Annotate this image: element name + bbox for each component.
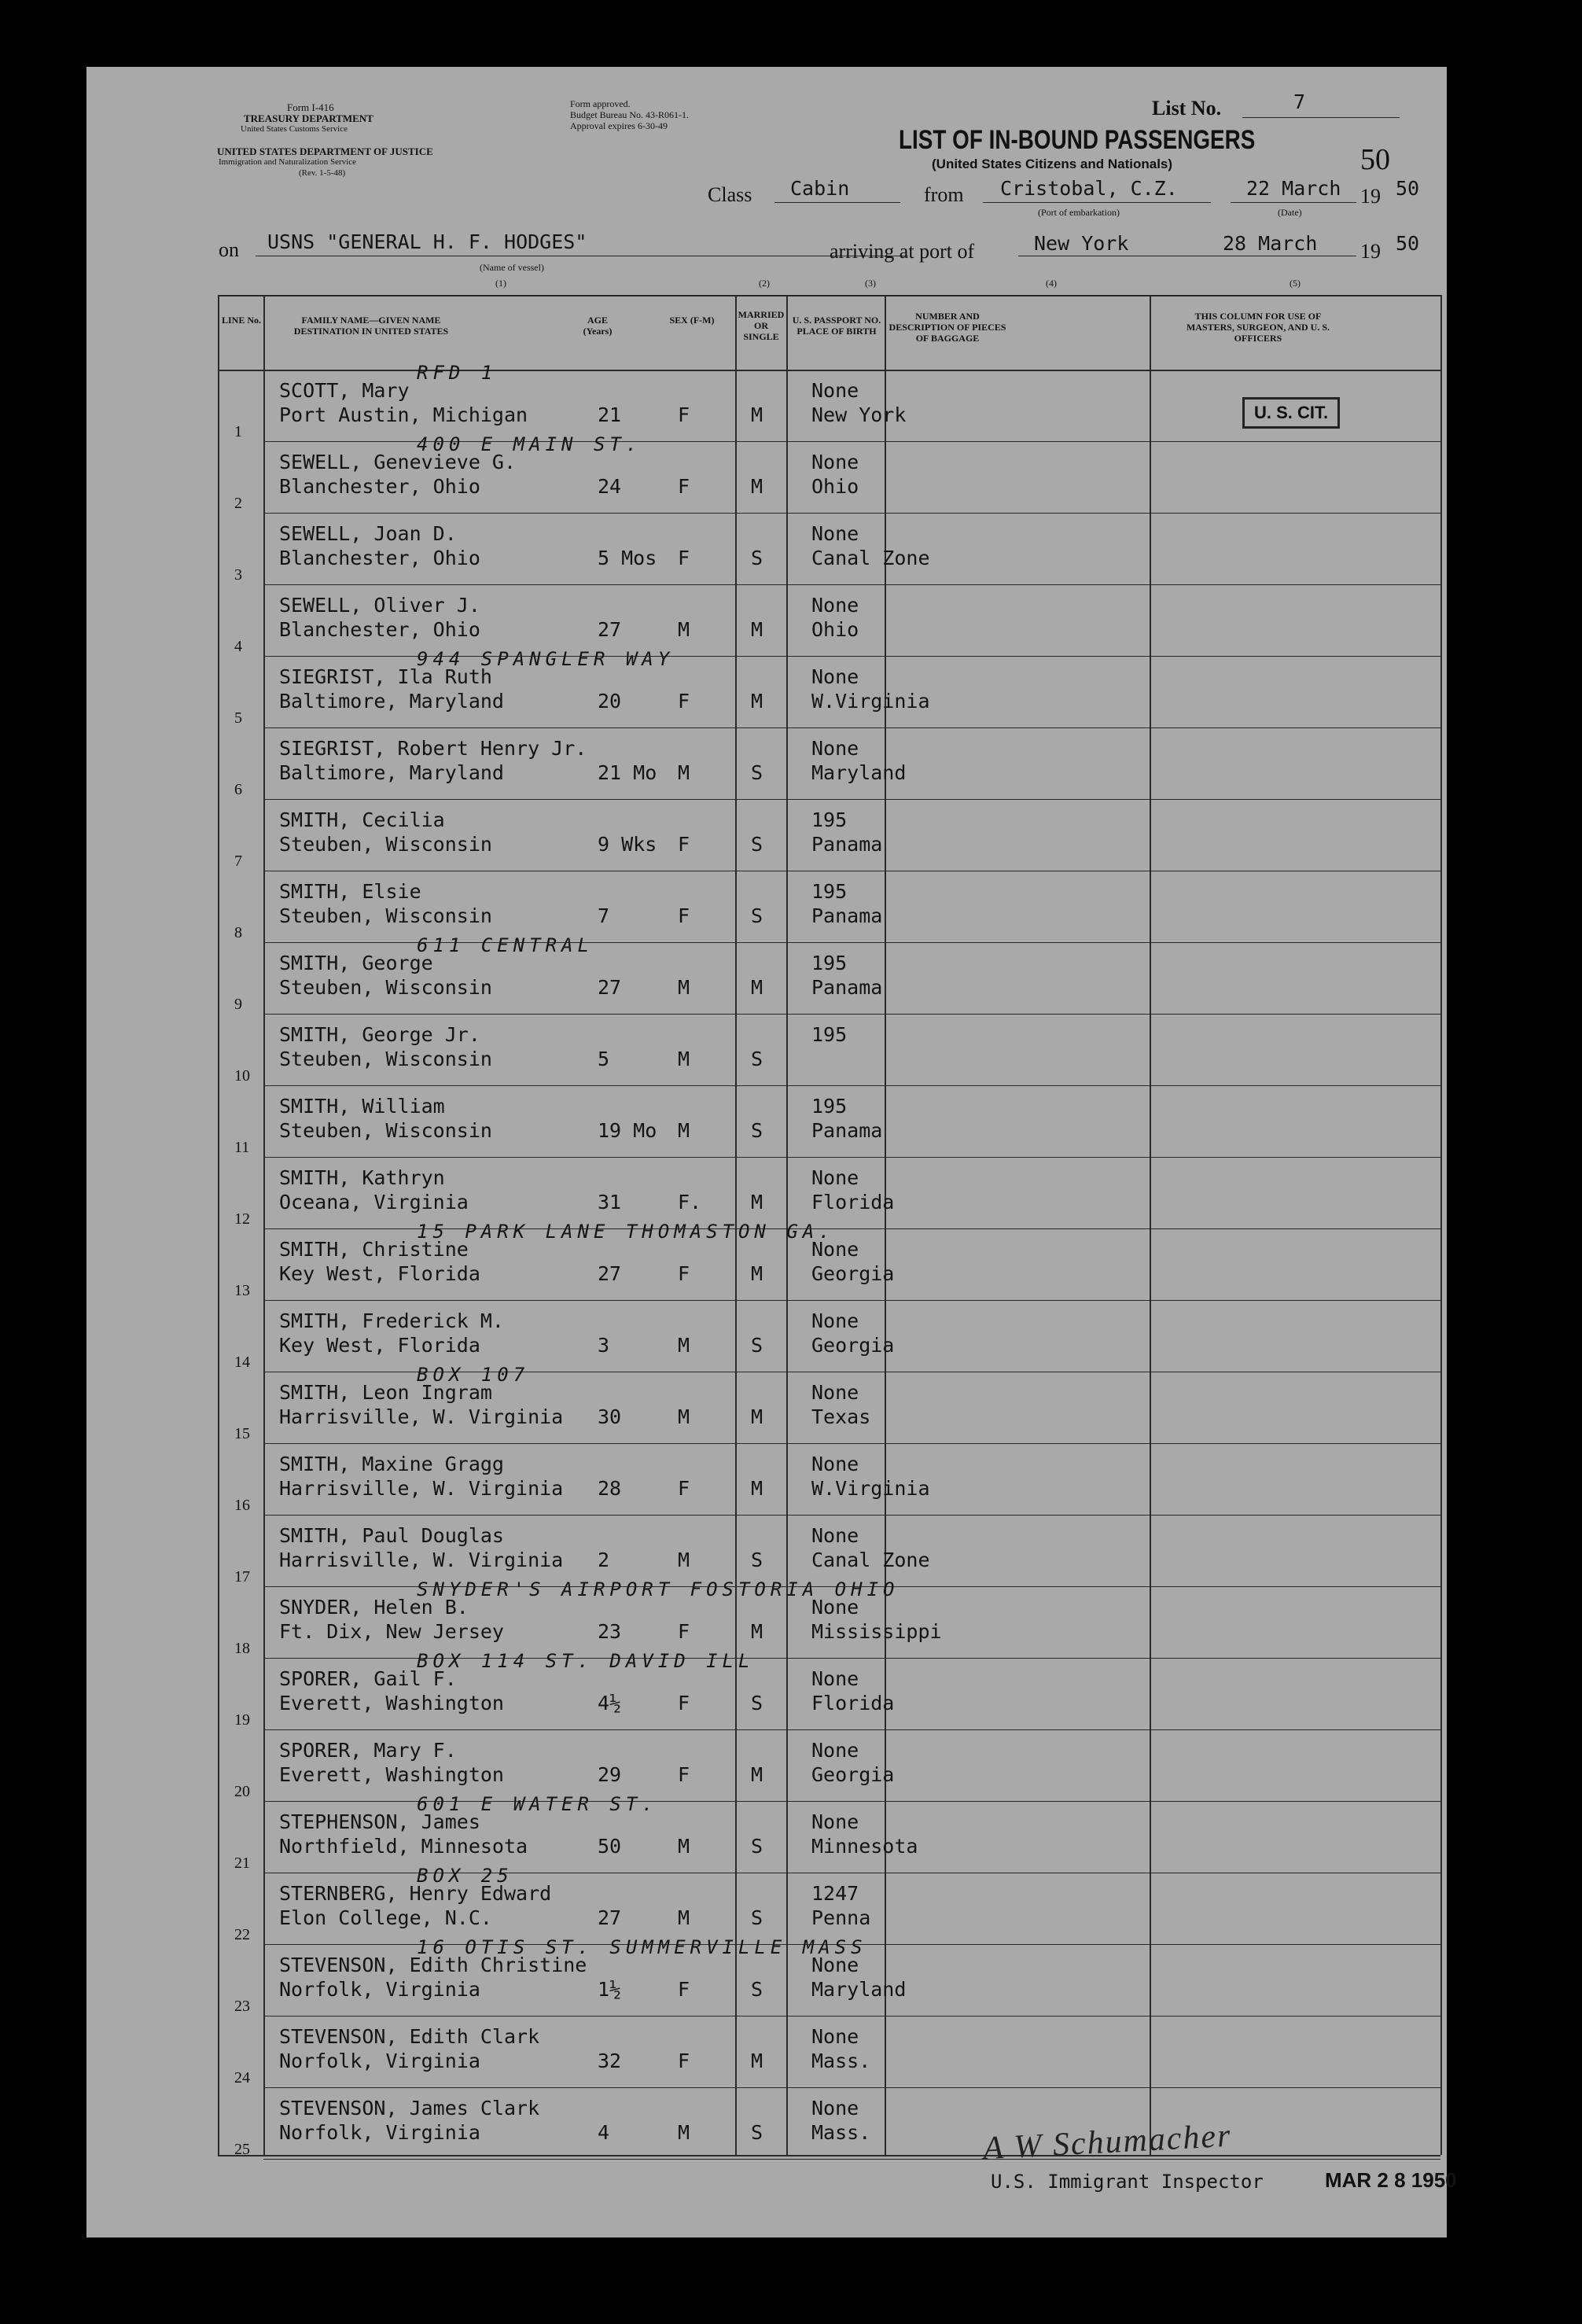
passport-number: None [811, 1381, 859, 1404]
line-number: 3 [234, 566, 242, 584]
handwritten-address: 944 SPANGLER WAY [417, 648, 675, 670]
arrival-year: 50 [1396, 232, 1420, 255]
passenger-manifest-page [86, 67, 1457, 2237]
row-divider [263, 513, 1440, 514]
passenger-name: SCOTT, Mary [279, 379, 410, 402]
passenger-name: SPORER, Mary F. [279, 1739, 457, 1762]
passenger-marital-status: S [751, 1692, 763, 1714]
passenger-destination: Steuben, Wisconsin [279, 976, 492, 999]
passenger-age: 1½ [598, 1978, 622, 2001]
passenger-age: 32 [598, 2050, 622, 2072]
manifest-title: LIST OF IN-BOUND PASSENGERS [899, 125, 1256, 155]
passenger-sex: M [678, 761, 690, 784]
col-number: (2) [759, 278, 770, 289]
row-divider [263, 1515, 1440, 1516]
handwritten-address: 601 E WATER ST. [417, 1793, 658, 1815]
row-divider [263, 727, 1440, 728]
arrival-date: 28 March [1223, 232, 1318, 255]
passenger-name: SMITH, Elsie [279, 880, 421, 903]
line-number: 16 [234, 1497, 250, 1514]
from-label: from [924, 183, 964, 206]
inspector-signature: A W Schumacher [982, 2117, 1233, 2167]
line-number: 12 [234, 1210, 250, 1228]
passenger-marital-status: M [751, 2050, 763, 2072]
passenger-name: STEVENSON, Edith Clark [279, 2025, 540, 2048]
on-label: on [219, 238, 239, 261]
passport-number: 195 [811, 880, 848, 903]
passenger-destination: Baltimore, Maryland [279, 690, 504, 713]
approval-line: Approval expires 6-30-49 [570, 120, 668, 131]
header-age: AGE (Years) [583, 315, 613, 337]
passenger-sex: F [678, 547, 690, 569]
passport-number: None [811, 1739, 859, 1762]
row-divider [263, 2159, 1440, 2160]
passenger-sex: F [678, 475, 690, 498]
date-caption: (Date) [1278, 207, 1302, 218]
passenger-name: SIEGRIST, Robert Henry Jr. [279, 737, 587, 760]
passport-number: None [811, 665, 859, 688]
header-officers: THIS COLUMN FOR USE OF MASTERS, SURGEON, AND U. S. OFFICERS [1186, 311, 1330, 344]
passenger-age: 4 [598, 2121, 610, 2144]
passenger-age: 4½ [598, 1692, 622, 1714]
passenger-destination: Blanchester, Ohio [279, 547, 480, 569]
line-number: 15 [234, 1425, 250, 1442]
ins-service: Immigration and Naturalization Service [219, 157, 357, 167]
passenger-sex: F [678, 1477, 690, 1500]
place-of-birth: Minnesota [811, 1835, 918, 1858]
place-of-birth: Canal Zone [811, 1549, 930, 1571]
line-number: 14 [234, 1354, 250, 1371]
passenger-age: 3 [598, 1334, 610, 1357]
passenger-age: 23 [598, 1620, 622, 1643]
passenger-name: SMITH, Christine [279, 1238, 469, 1261]
passenger-destination: Key West, Florida [279, 1262, 480, 1285]
line-number: 20 [234, 1783, 250, 1800]
passenger-destination: Blanchester, Ohio [279, 618, 480, 641]
passenger-destination: Everett, Washington [279, 1763, 504, 1786]
line-number: 5 [234, 709, 242, 727]
row-divider [263, 2087, 1440, 2088]
place-of-birth: New York [811, 403, 907, 426]
line-number: 21 [234, 1854, 250, 1872]
passenger-marital-status: S [751, 2121, 763, 2144]
passenger-age: 30 [598, 1405, 622, 1428]
place-of-birth: Mass. [811, 2050, 871, 2072]
passenger-sex: F [678, 690, 690, 713]
passport-number: None [811, 737, 859, 760]
row-divider [263, 1014, 1440, 1015]
place-of-birth: Panama [811, 833, 883, 856]
passport-number: 195 [811, 1095, 848, 1118]
header-passport: U. S. PASSPORT NO. PLACE OF BIRTH [792, 315, 881, 337]
passenger-name: SMITH, Kathryn [279, 1166, 445, 1189]
handwritten-address: 611 CENTRAL [417, 934, 594, 956]
passenger-name: SPORER, Gail F. [279, 1667, 457, 1690]
line-number: 10 [234, 1067, 250, 1085]
arrival-port: New York [1034, 232, 1129, 255]
row-divider [263, 1157, 1440, 1158]
passport-number: None [811, 2097, 859, 2120]
passenger-name: SMITH, William [279, 1095, 445, 1118]
customs-service: United States Customs Service [241, 124, 348, 134]
passenger-marital-status: M [751, 690, 763, 713]
passenger-destination: Port Austin, Michigan [279, 403, 528, 426]
passport-number: 1247 [811, 1882, 859, 1905]
place-of-birth: Ohio [811, 618, 859, 641]
passenger-sex: F [678, 403, 690, 426]
place-of-birth: Georgia [811, 1334, 895, 1357]
handwritten-address: 15 PARK LANE THOMASTON GA. [417, 1221, 835, 1243]
place-of-birth: Florida [811, 1191, 895, 1214]
place-of-birth: Georgia [811, 1262, 895, 1285]
passenger-marital-status: S [751, 1978, 763, 2001]
passenger-name: STEVENSON, James Clark [279, 2097, 540, 2120]
passenger-marital-status: S [751, 547, 763, 569]
passport-number: None [811, 1810, 859, 1833]
passenger-marital-status: M [751, 1262, 763, 1285]
embark-date: 22 March [1246, 177, 1341, 200]
handwritten-address: 400 E MAIN ST. [417, 433, 642, 455]
col-number: (3) [865, 278, 876, 289]
row-divider [263, 1729, 1440, 1730]
year-prefix: 19 [1360, 185, 1381, 208]
passenger-sex: F [678, 833, 690, 856]
line-number: 11 [234, 1139, 250, 1156]
passenger-destination: Blanchester, Ohio [279, 475, 480, 498]
passenger-sex: M [678, 1334, 690, 1357]
col-number: (1) [495, 278, 506, 289]
place-of-birth: Maryland [811, 761, 907, 784]
arriving-label: arriving at port of [830, 240, 975, 263]
line-number: 18 [234, 1640, 250, 1657]
col-number: (4) [1046, 278, 1057, 289]
passport-number: None [811, 594, 859, 617]
passenger-sex: M [678, 1549, 690, 1571]
passenger-age: 27 [598, 618, 622, 641]
place-of-birth: Georgia [811, 1763, 895, 1786]
inspector-label: U.S. Immigrant Inspector [991, 2171, 1264, 2193]
passport-number: None [811, 1954, 859, 1976]
form-number: Form I-416 [287, 101, 334, 113]
passenger-age: 29 [598, 1763, 622, 1786]
line-number: 19 [234, 1711, 250, 1729]
passport-number: None [811, 451, 859, 473]
passenger-name: STERNBERG, Henry Edward [279, 1882, 552, 1905]
passenger-sex: F [678, 2050, 690, 2072]
line-number: 8 [234, 924, 242, 941]
revision-date: (Rev. 1-5-48) [299, 168, 346, 178]
manifest-subtitle: (United States Citizens and Nationals) [932, 157, 1173, 171]
handwritten-address: BOX 25 [417, 1865, 513, 1887]
passenger-destination: Steuben, Wisconsin [279, 904, 492, 927]
class-label: Class [708, 183, 752, 206]
passenger-destination: Harrisville, W. Virginia [279, 1549, 564, 1571]
passenger-age: 28 [598, 1477, 622, 1500]
passport-number: None [811, 1166, 859, 1189]
passenger-age: 2 [598, 1549, 610, 1571]
passenger-marital-status: M [751, 1477, 763, 1500]
port-of-embarkation: Cristobal, C.Z. [1000, 177, 1178, 200]
passenger-sex: M [678, 1835, 690, 1858]
passenger-destination: Steuben, Wisconsin [279, 1119, 492, 1142]
passenger-marital-status: S [751, 1549, 763, 1571]
place-of-birth: Panama [811, 904, 883, 927]
approval-line: Budget Bureau No. 43-R061-1. [570, 109, 689, 120]
passenger-marital-status: M [751, 1191, 763, 1214]
treasury-dept: TREASURY DEPARTMENT [244, 112, 373, 124]
passenger-sex: F [678, 1763, 690, 1786]
passenger-age: 50 [598, 1835, 622, 1858]
arrival-year-prefix: 19 [1360, 240, 1381, 263]
passenger-sex: M [678, 1906, 690, 1929]
header-sex: SEX (F-M) [669, 315, 715, 326]
passenger-name: SMITH, George [279, 952, 433, 974]
passenger-marital-status: S [751, 833, 763, 856]
passenger-sex: M [678, 1119, 690, 1142]
passport-number: None [811, 2025, 859, 2048]
passenger-name: SMITH, Maxine Gragg [279, 1453, 504, 1475]
passport-number: 195 [811, 1023, 848, 1046]
passport-number: 195 [811, 952, 848, 974]
row-divider [263, 1300, 1440, 1301]
passenger-destination: Baltimore, Maryland [279, 761, 504, 784]
col-number: (5) [1290, 278, 1301, 289]
passenger-age: 27 [598, 1262, 622, 1285]
passport-number: None [811, 1238, 859, 1261]
vessel-name: USNS "GENERAL H. F. HODGES" [267, 230, 587, 253]
passenger-name: SEWELL, Joan D. [279, 522, 457, 545]
line-number: 4 [234, 638, 242, 655]
passenger-destination: Key West, Florida [279, 1334, 480, 1357]
line-number: 9 [234, 996, 242, 1013]
passport-number: None [811, 1524, 859, 1547]
passenger-name: SMITH, Leon Ingram [279, 1381, 492, 1404]
passenger-destination: Northfield, Minnesota [279, 1835, 528, 1858]
place-of-birth: Panama [811, 1119, 883, 1142]
passport-number: None [811, 1453, 859, 1475]
line-number: 1 [234, 423, 242, 440]
line-number: 13 [234, 1282, 250, 1299]
passenger-marital-status: M [751, 1763, 763, 1786]
class-value: Cabin [790, 177, 850, 200]
line-number: 25 [234, 2141, 250, 2158]
passenger-marital-status: M [751, 475, 763, 498]
passenger-name: STEVENSON, Edith Christine [279, 1954, 587, 1976]
line-number: 7 [234, 853, 242, 870]
place-of-birth: Texas [811, 1405, 871, 1428]
line-number: 17 [234, 1568, 250, 1586]
passenger-sex: F [678, 904, 690, 927]
passenger-name: SMITH, Paul Douglas [279, 1524, 504, 1547]
passenger-name: SMITH, George Jr. [279, 1023, 480, 1046]
passenger-sex: M [678, 1405, 690, 1428]
vessel-caption: (Name of vessel) [480, 262, 544, 273]
passenger-age: 24 [598, 475, 622, 498]
passenger-marital-status: M [751, 403, 763, 426]
passenger-destination: Harrisville, W. Virginia [279, 1405, 564, 1428]
handwritten-address: RFD 1 [417, 362, 498, 384]
place-of-birth: W.Virginia [811, 690, 930, 713]
passenger-age: 31 [598, 1191, 622, 1214]
passenger-destination: Norfolk, Virginia [279, 1978, 480, 2001]
passenger-age: 27 [598, 976, 622, 999]
passenger-marital-status: S [751, 761, 763, 784]
passenger-sex: F [678, 1692, 690, 1714]
passenger-marital-status: S [751, 1334, 763, 1357]
passenger-sex: M [678, 1048, 690, 1070]
passenger-marital-status: S [751, 1048, 763, 1070]
passport-number: None [811, 379, 859, 402]
us-citizen-stamp: U. S. CIT. [1242, 397, 1340, 429]
passenger-age: 20 [598, 690, 622, 713]
passenger-name: SNYDER, Helen B. [279, 1596, 469, 1619]
passenger-age: 21 Mo [598, 761, 657, 784]
place-of-birth: Mass. [811, 2121, 871, 2144]
passenger-marital-status: S [751, 1119, 763, 1142]
port-caption: (Port of embarkation) [1038, 207, 1120, 218]
passenger-destination: Norfolk, Virginia [279, 2050, 480, 2072]
passport-number: 195 [811, 808, 848, 831]
place-of-birth: Penna [811, 1906, 871, 1929]
handwritten-address: BOX 107 [417, 1364, 530, 1386]
line-number: 22 [234, 1926, 250, 1943]
place-of-birth: Panama [811, 976, 883, 999]
list-no-label: List No. [1152, 97, 1222, 120]
passenger-sex: M [678, 976, 690, 999]
handwritten-address: BOX 114 ST. DAVID ILL [417, 1650, 755, 1672]
passenger-marital-status: S [751, 1835, 763, 1858]
header-married: MARRIED OR SINGLE [738, 309, 785, 342]
passenger-name: SMITH, Frederick M. [279, 1309, 504, 1332]
passenger-age: 5 [598, 1048, 610, 1070]
passport-number: None [811, 1309, 859, 1332]
passenger-sex: F [678, 1262, 690, 1285]
passenger-destination: Everett, Washington [279, 1692, 504, 1714]
justice-dept: UNITED STATES DEPARTMENT OF JUSTICE [217, 145, 433, 157]
header-line-no: LINE No. [222, 315, 262, 326]
date-stamp: MAR 2 8 1950 [1325, 2168, 1457, 2192]
passenger-name: SEWELL, Genevieve G. [279, 451, 517, 473]
passport-number: None [811, 1667, 859, 1690]
passenger-name: SIEGRIST, Ila Ruth [279, 665, 492, 688]
place-of-birth: W.Virginia [811, 1477, 930, 1500]
passenger-age: 9 Wks [598, 833, 657, 856]
passenger-destination: Steuben, Wisconsin [279, 833, 492, 856]
passenger-sex: F [678, 1978, 690, 2001]
passenger-age: 27 [598, 1906, 622, 1929]
line-number: 2 [234, 495, 242, 512]
passenger-name: SEWELL, Oliver J. [279, 594, 480, 617]
header-name: FAMILY NAME—GIVEN NAME DESTINATION IN UNITED STATES [293, 315, 449, 337]
row-divider [263, 799, 1440, 800]
year-value: 50 [1396, 177, 1420, 200]
passenger-marital-status: M [751, 976, 763, 999]
approval-line: Form approved. [570, 98, 631, 109]
passport-number: None [811, 1596, 859, 1619]
passenger-sex: M [678, 2121, 690, 2144]
passport-number: None [811, 522, 859, 545]
passenger-marital-status: M [751, 618, 763, 641]
place-of-birth: Ohio [811, 475, 859, 498]
passenger-marital-status: S [751, 1906, 763, 1929]
passenger-destination: Ft. Dix, New Jersey [279, 1620, 504, 1643]
place-of-birth: Maryland [811, 1978, 907, 2001]
passenger-marital-status: M [751, 1405, 763, 1428]
passenger-destination: Steuben, Wisconsin [279, 1048, 492, 1070]
passenger-sex: M [678, 618, 690, 641]
passenger-age: 7 [598, 904, 610, 927]
page-number: 50 [1360, 143, 1390, 176]
approval-block [570, 98, 689, 131]
passenger-age: 5 Mos [598, 547, 657, 569]
passenger-destination: Harrisville, W. Virginia [279, 1477, 564, 1500]
passenger-destination: Norfolk, Virginia [279, 2121, 480, 2144]
row-divider [263, 1085, 1440, 1086]
row-divider [263, 1443, 1440, 1444]
passenger-name: STEPHENSON, James [279, 1810, 480, 1833]
passenger-age: 21 [598, 403, 622, 426]
passenger-marital-status: S [751, 904, 763, 927]
place-of-birth: Mississippi [811, 1620, 942, 1643]
place-of-birth: Florida [811, 1692, 895, 1714]
line-number: 24 [234, 2069, 250, 2086]
row-divider [263, 584, 1440, 585]
passenger-sex: F [678, 1620, 690, 1643]
passenger-destination: Elon College, N.C. [279, 1906, 492, 1929]
header-baggage: NUMBER AND DESCRIPTION OF PIECES OF BAGGAGE [888, 311, 1006, 344]
handwritten-address: SNYDER'S AIRPORT FOSTORIA OHIO [417, 1578, 900, 1600]
passenger-sex: F. [678, 1191, 702, 1214]
passenger-age: 19 Mo [598, 1119, 657, 1142]
passenger-name: SMITH, Cecilia [279, 808, 445, 831]
passenger-marital-status: M [751, 1620, 763, 1643]
place-of-birth: Canal Zone [811, 547, 930, 569]
passenger-destination: Oceana, Virginia [279, 1191, 469, 1214]
list-no-value: 7 [1293, 90, 1306, 113]
line-number: 23 [234, 1998, 250, 2015]
line-number: 6 [234, 781, 242, 798]
handwritten-address: 16 OTIS ST. SUMMERVILLE MASS [417, 1936, 867, 1958]
